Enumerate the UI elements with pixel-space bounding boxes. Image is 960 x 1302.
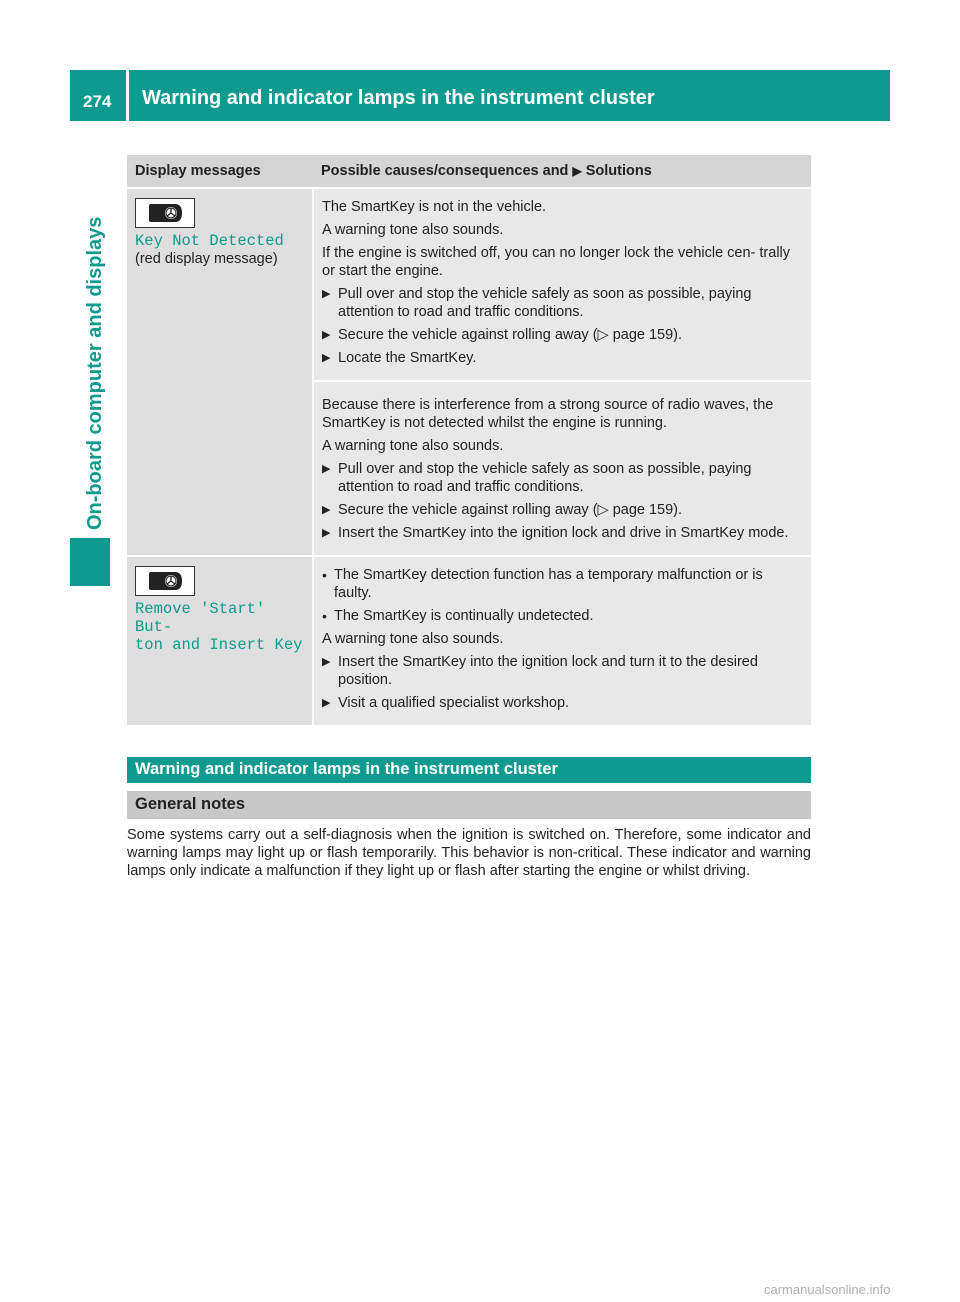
header-title: Warning and indicator lamps in the instrument cluster <box>142 87 655 109</box>
step-text: Secure the vehicle against rolling away (▷ page 159). <box>338 327 683 343</box>
section-title: Warning and indicator lamps in the instrument cluster <box>127 757 811 783</box>
solution-step <box>322 501 803 519</box>
header-divider <box>126 70 129 121</box>
play-arrow-icon: ▶ <box>322 288 331 300</box>
row1-causes-cell <box>313 188 811 381</box>
cause-line: If the engine is switched off, you can no longer lock the vehicle cen- trally or start the engine. <box>322 245 791 279</box>
side-chapter-label: On-board computer and displays <box>84 216 106 530</box>
bullet-text: The SmartKey detection function has a temporary malfunction or is faulty. <box>334 567 763 601</box>
message-key-not-detected: Key Not Detected <box>135 232 284 250</box>
side-chapter-tab <box>70 538 110 586</box>
col-header-display-messages: Display messages <box>127 155 313 188</box>
play-arrow-icon: ▶ <box>322 697 331 709</box>
solution-step <box>322 653 803 689</box>
row2-causes-cell <box>313 381 811 556</box>
play-arrow-icon: ▶ <box>322 504 331 516</box>
message-note: (red display message) <box>135 251 278 267</box>
play-arrow-icon: ▶ <box>322 656 331 668</box>
bullet-icon: • <box>322 567 327 583</box>
step-text: Insert the SmartKey into the ignition lock and turn it to the desired position. <box>338 654 758 688</box>
smartkey-icon <box>135 198 195 228</box>
col-header-causes-text: Possible causes/consequences and <box>321 163 569 179</box>
bullet-text: The SmartKey is continually undetected. <box>334 608 594 624</box>
step-text: Insert the SmartKey into the ignition lock and drive in SmartKey mode. <box>338 525 789 541</box>
bullet-icon: • <box>322 608 327 624</box>
cause-bullet <box>322 566 803 602</box>
page-header <box>70 70 890 121</box>
col-header-causes <box>313 155 811 188</box>
row1-message-cell <box>127 188 313 556</box>
general-notes-text: Some systems carry out a self-diagnosis when the ignition is switched on. Therefore, some indicator and warning lamps may light up or flash temporarily. This behavior is non-critical. These indicator and warning lamps only indicate a malfunction if they light up or flash after starting the engine or whilst driving. <box>127 827 811 879</box>
play-arrow-icon: ▶ <box>322 329 331 341</box>
cause-line: A warning tone also sounds. <box>322 631 504 647</box>
solution-step <box>322 326 803 344</box>
play-arrow-icon: ▶ <box>322 352 331 364</box>
footer-watermark: carmanualsonline.info <box>764 1282 891 1297</box>
page-number: 274 <box>83 92 112 111</box>
solution-step <box>322 285 803 321</box>
message-remove-start-button: Remove 'Start' But- <box>135 600 266 636</box>
solution-step <box>322 694 803 712</box>
cause-line: A warning tone also sounds. <box>322 438 504 454</box>
play-arrow-icon: ▶ <box>572 164 582 178</box>
step-text: Visit a qualified specialist workshop. <box>338 695 570 711</box>
step-text: Locate the SmartKey. <box>338 350 477 366</box>
play-arrow-icon: ▶ <box>322 463 331 475</box>
col-header-solutions-text: Solutions <box>585 163 652 179</box>
solution-step <box>322 524 803 542</box>
step-text: Pull over and stop the vehicle safely as soon as possible, paying attention to road and traffic conditions. <box>338 286 752 320</box>
step-text: Secure the vehicle against rolling away (▷ page 159). <box>338 502 683 518</box>
step-text: Pull over and stop the vehicle safely as soon as possible, paying attention to road and traffic conditions. <box>338 461 752 495</box>
subsection-title: General notes <box>127 791 811 819</box>
display-messages-table <box>127 155 811 725</box>
table-row <box>127 556 811 725</box>
smartkey-icon <box>135 566 195 596</box>
table-row <box>127 188 811 381</box>
message-insert-key: ton and Insert Key <box>135 636 303 654</box>
row3-message-cell <box>127 556 313 725</box>
table-header-row <box>127 155 811 188</box>
cause-line: Because there is interference from a strong source of radio waves, the SmartKey is not detected whilst the engine is running. <box>322 397 774 431</box>
cause-line: The SmartKey is not in the vehicle. <box>322 199 547 215</box>
cause-line: A warning tone also sounds. <box>322 222 504 238</box>
solution-step <box>322 460 803 496</box>
play-arrow-icon: ▶ <box>322 527 331 539</box>
row3-causes-cell <box>313 556 811 725</box>
cause-bullet <box>322 607 803 625</box>
solution-step <box>322 349 803 367</box>
